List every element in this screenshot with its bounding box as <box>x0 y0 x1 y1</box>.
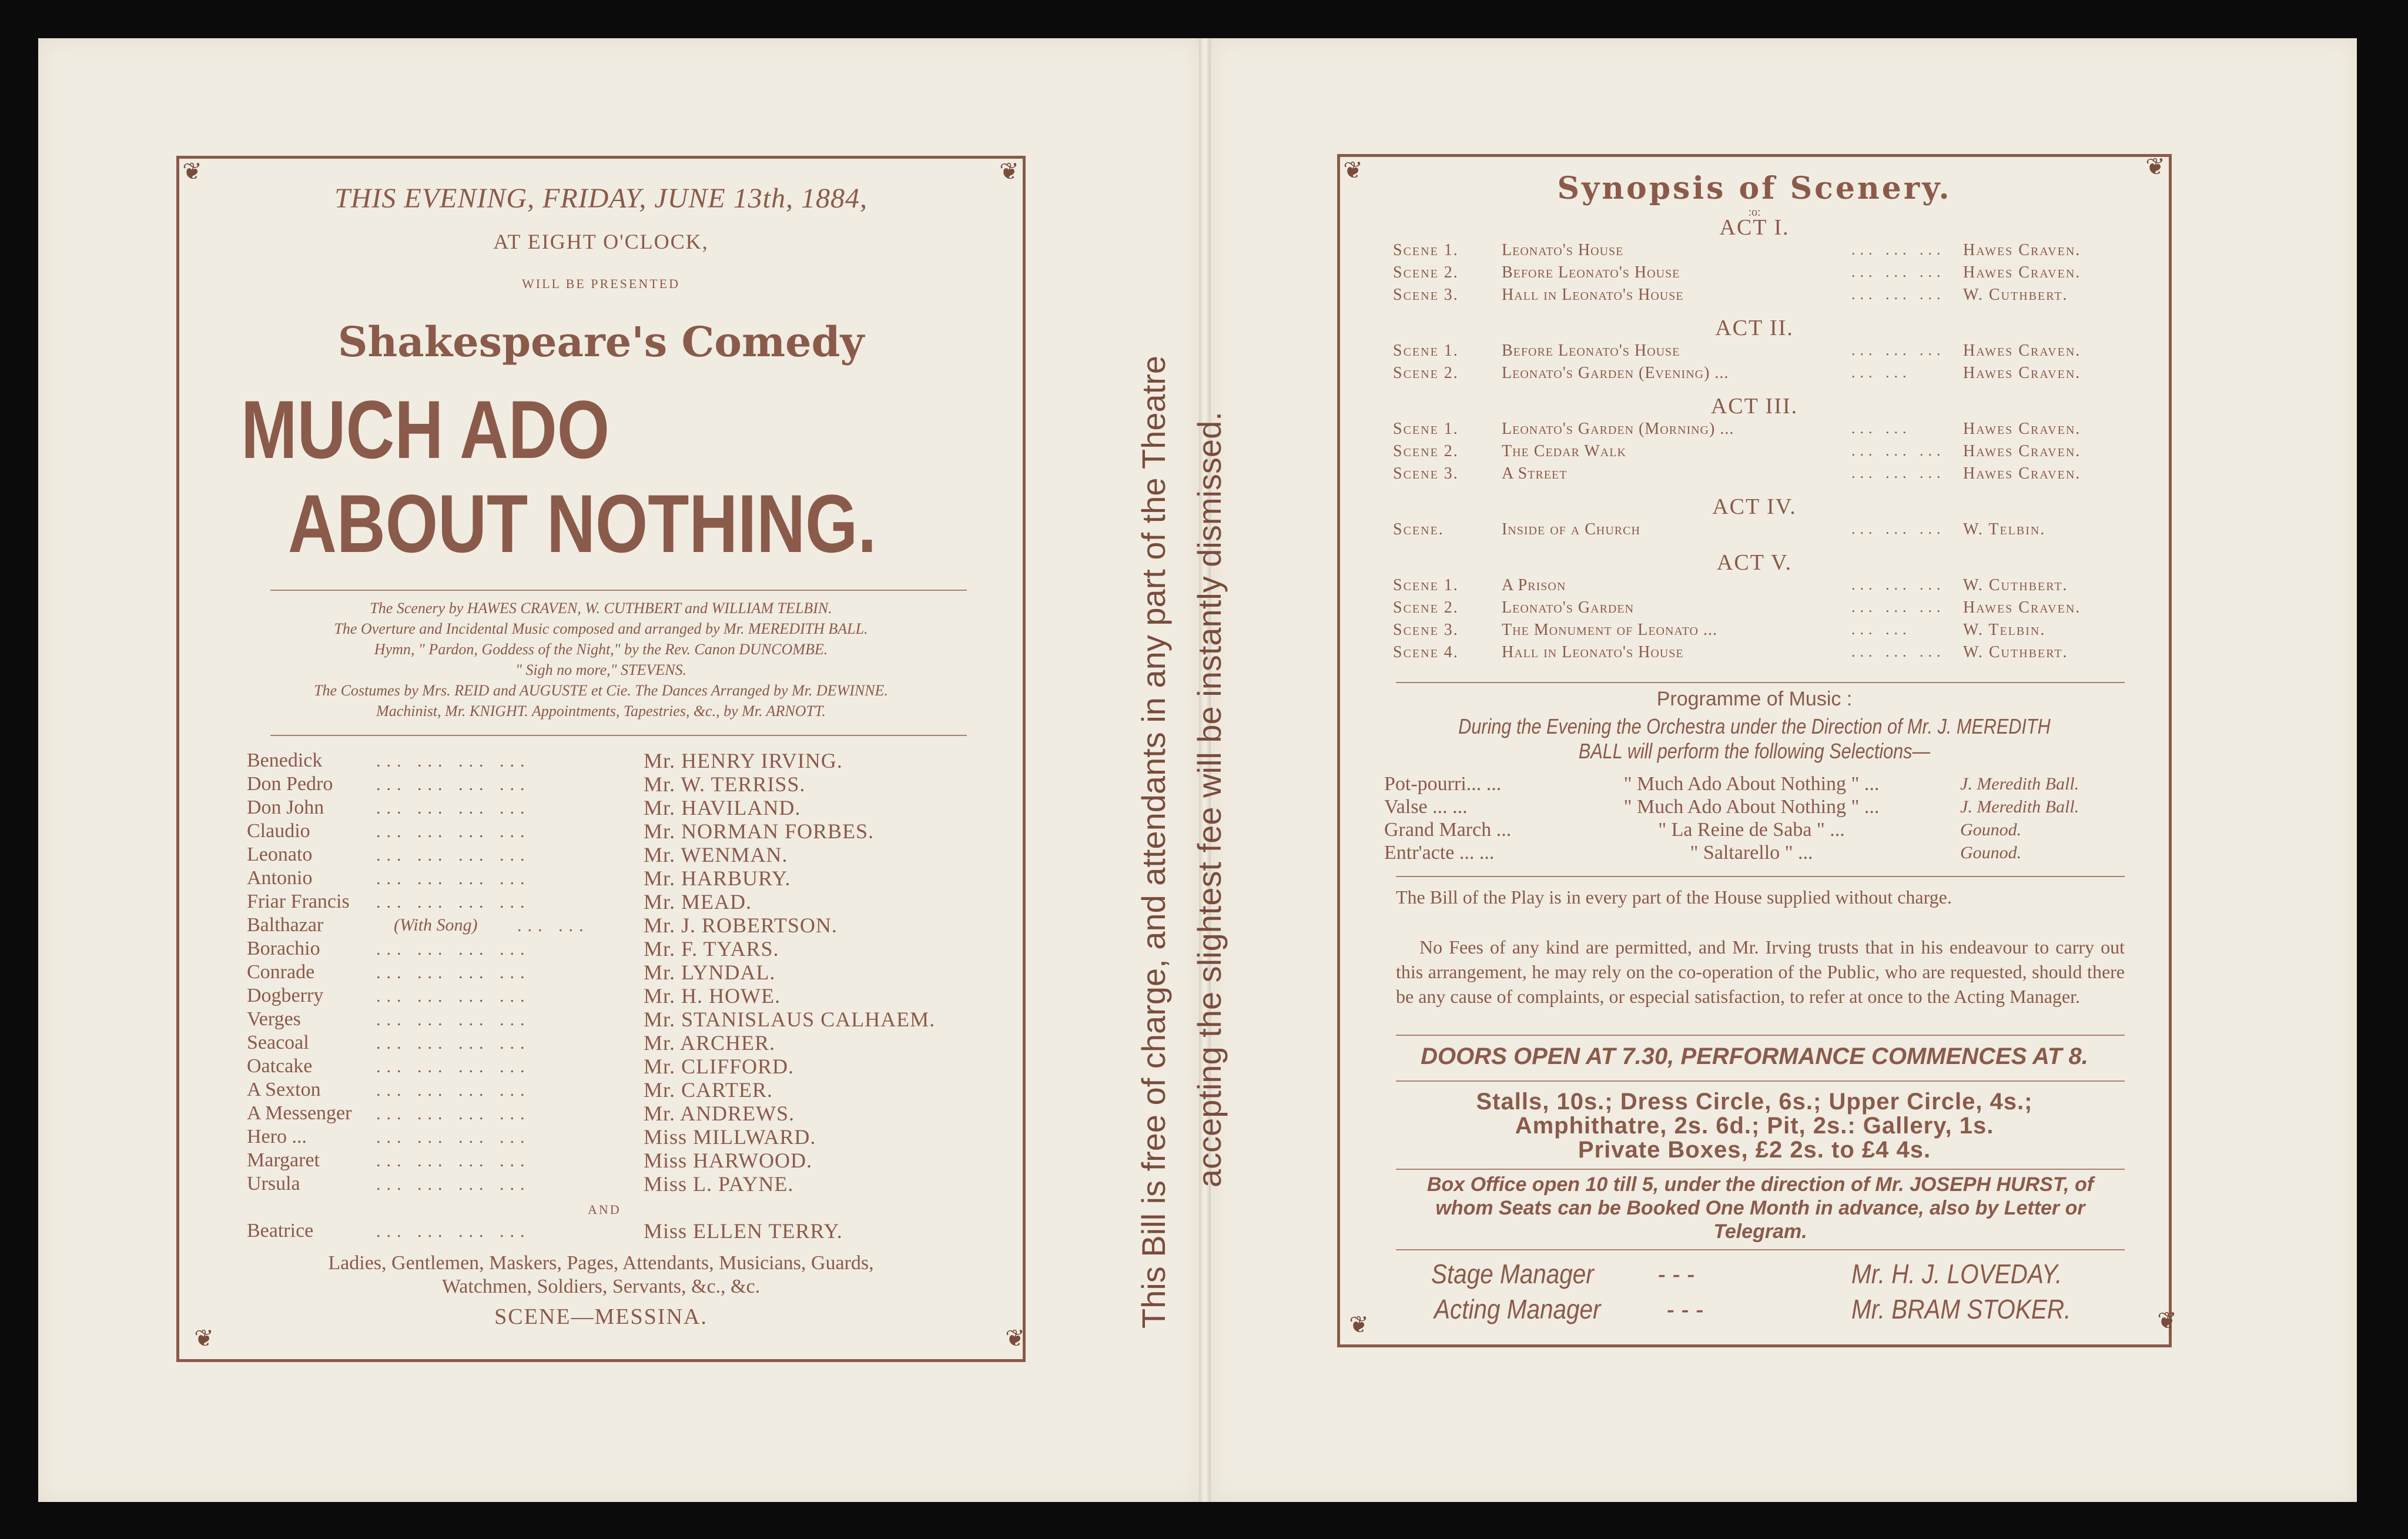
cast-role: Oatcake <box>247 1055 313 1077</box>
scene-number: Scene 2. <box>1393 598 1459 617</box>
scene-artist: Hawes Craven. <box>1963 598 2081 617</box>
scene-artist: W. Cuthbert. <box>1963 643 2068 661</box>
scene-dots: ... ... ... <box>1851 464 1945 481</box>
cast-dots: ... ... ... ... <box>376 1010 531 1029</box>
cast-actor: Mr. WENMAN. <box>644 843 788 866</box>
scene-artist: W. Telbin. <box>1963 621 2046 639</box>
cast-actor: Miss HARWOOD. <box>644 1149 813 1172</box>
corner-ornament-icon: ❦ <box>999 158 1019 185</box>
scene-dots: ... ... <box>1851 621 1911 638</box>
scene-line: SCENE—MESSINA. <box>494 1304 708 1329</box>
cast-actor: Mr. H. HOWE. <box>644 984 781 1008</box>
cast-actor: Miss ELLEN TERRY. <box>644 1219 843 1243</box>
cast-role: Benedick <box>247 750 323 771</box>
credit-line: Hymn, " Pardon, Goddess of the Night," by the Rev. Canon DUNCOMBE. <box>374 641 828 658</box>
corner-ornament-icon: ❦ <box>182 158 202 185</box>
cast-actor: Mr. ANDREWS. <box>644 1102 795 1125</box>
cast-dots: ... ... ... ... <box>376 963 531 982</box>
scene-name: Leonato's Garden <box>1502 598 1635 617</box>
prices-line: Private Boxes, £2 2s. to £4 4s. <box>1578 1137 1931 1163</box>
cast-role: Leonato <box>247 844 313 865</box>
manager-dashes: - - - <box>1666 1294 1703 1324</box>
cast-role: Seacoal <box>247 1032 309 1053</box>
manager-dashes: - - - <box>1657 1259 1694 1289</box>
scene-number: Scene 2. <box>1393 364 1459 382</box>
vertical-notice-line-1: This Bill is free of charge, and attendants in any part of the Theatre <box>1135 355 1172 1329</box>
vertical-notice-line-2: accepting the slightest fee will be instantly dismissed. <box>1191 411 1228 1187</box>
cast-dots: ... ... ... ... <box>376 845 531 865</box>
cast-dots: ... ... ... ... <box>376 939 531 959</box>
cast-actor: Mr. F. TYARS. <box>644 937 779 961</box>
scene-artist: Hawes Craven. <box>1963 420 2081 438</box>
scene-dots: ... ... ... <box>1851 263 1945 280</box>
cast-role: A Sexton <box>247 1079 321 1100</box>
music-piece: Valse ... ... <box>1384 796 1468 818</box>
ladies-line: Ladies, Gentlemen, Maskers, Pages, Attendants, Musicians, Guards, <box>328 1252 874 1274</box>
credit-line: Machinist, Mr. KNIGHT. Appointments, Tapestries, &c., by Mr. ARNOTT. <box>376 702 826 720</box>
cast-role: Borachio <box>247 938 320 959</box>
scene-name: Leonato's Garden (Morning) ... <box>1502 420 1734 438</box>
scene-dots: ... ... <box>1851 420 1911 437</box>
cast-actor: Mr. NORMAN FORBES. <box>644 819 875 843</box>
title-line-1: MUCH ADO <box>241 383 610 476</box>
cast-actor: Mr. J. ROBERTSON. <box>644 914 838 937</box>
programme-title: Programme of Music : <box>1656 688 1853 710</box>
manager-name: Mr. H. J. LOVEDAY. <box>1851 1259 2062 1289</box>
scene-number: Scene 3. <box>1393 621 1459 639</box>
cast-role: Beatrice <box>247 1220 314 1242</box>
cast-actor: Mr. MEAD. <box>644 890 752 914</box>
cast-note: (With Song) <box>394 915 478 935</box>
scene-artist: Hawes Craven. <box>1963 263 2081 282</box>
credit-line: The Costumes by Mrs. REID and AUGUSTE et Cie. The Dances Arranged by Mr. DEWINNE. <box>314 682 888 699</box>
scene-number: Scene 3. <box>1393 464 1459 483</box>
scene-dots: ... ... ... <box>1851 442 1945 459</box>
synopsis-title: Synopsis of Scenery. <box>1557 170 1952 206</box>
scene-number: Scene 1. <box>1393 576 1459 594</box>
divider <box>1396 1169 2125 1170</box>
cast-actor: Mr. ARCHER. <box>644 1031 776 1055</box>
cast-actor: Mr. W. TERRISS. <box>644 772 806 796</box>
music-composer: Gounod. <box>1960 843 2022 862</box>
cast-role: Friar Francis <box>247 891 350 912</box>
manager-name: Mr. BRAM STOKER. <box>1851 1294 2071 1324</box>
corner-ornament-icon: ❦ <box>1343 157 1363 183</box>
cast-dots: ... ... ... ... <box>376 798 531 818</box>
cast-role: Hero ... <box>247 1126 307 1147</box>
scene-number: Scene 1. <box>1393 342 1459 360</box>
music-piece: Grand March ... <box>1384 819 1512 841</box>
scene-dots: ... ... ... <box>1851 241 1945 258</box>
scene-artist: Hawes Craven. <box>1963 241 2081 259</box>
divider <box>1396 876 2125 877</box>
scene-number: Scene 2. <box>1393 442 1459 460</box>
scene-dots: ... ... <box>1851 364 1911 381</box>
scene-dots: ... ... ... <box>1851 520 1945 537</box>
divider <box>270 735 967 736</box>
cast-role: Balthazar <box>247 914 324 936</box>
prices-line: Stalls, 10s.; Dress Circle, 6s.; Upper Circle, 4s.; <box>1476 1089 2033 1115</box>
cast-dots: ... ... ... ... <box>376 1151 531 1170</box>
act-title: ACT V. <box>1716 550 1793 575</box>
cast-dots: ... ... ... ... <box>376 751 531 771</box>
scene-name: A Prison <box>1502 576 1566 594</box>
music-composer: J. Meredith Ball. <box>1960 797 2079 817</box>
cast-role: Claudio <box>247 820 310 842</box>
scene-number: Scene 1. <box>1393 420 1459 438</box>
scene-name: Leonato's Garden (Evening) ... <box>1502 364 1729 382</box>
music-title: " Much Ado About Nothing " ... <box>1623 773 1880 795</box>
cast-role: Ursula <box>247 1173 300 1195</box>
scene-dots: ... ... ... <box>1851 342 1945 359</box>
scene-number: Scene 1. <box>1393 241 1459 259</box>
scene-name: Hall in Leonato's House <box>1502 286 1684 304</box>
scene-artist: Hawes Craven. <box>1963 464 2081 483</box>
cast-actor: Mr. HARBURY. <box>644 866 791 890</box>
act-title: ACT II. <box>1715 316 1794 340</box>
presented-line: WILL BE PRESENTED <box>522 276 680 291</box>
time-line: AT EIGHT O'CLOCK, <box>493 230 709 253</box>
divider <box>1396 1249 2125 1250</box>
cast-role: Margaret <box>247 1149 320 1171</box>
cast-dots: ... ... ... ... <box>376 1080 531 1100</box>
divider <box>1396 682 2125 683</box>
music-title: " Saltarello " ... <box>1690 842 1813 864</box>
box-office-line: Box Office open 10 till 5, under the direction of Mr. JOSEPH HURST, of whom Seats can be Booked One Month in advance, also by Letter or Telegram. <box>1426 1173 2094 1243</box>
scene-number: Scene. <box>1393 520 1444 538</box>
credit-line: The Scenery by HAWES CRAVEN, W. CUTHBERT and WILLIAM TELBIN. <box>370 600 832 617</box>
act-title: ACT I. <box>1719 215 1790 240</box>
scene-name: Leonato's House <box>1502 241 1624 259</box>
cast-dots: ... ... ... ... <box>376 775 531 794</box>
corner-ornament-icon: ❦ <box>1005 1325 1025 1351</box>
corner-ornament-icon: ❦ <box>194 1325 214 1351</box>
scene-artist: Hawes Craven. <box>1963 442 2081 460</box>
cast-dots: ... ... ... ... <box>376 1175 531 1194</box>
cast-dots: ... ... ... ... <box>376 1104 531 1123</box>
bill-paragraph: The Bill of the Play is in every part of the House supplied without charge. <box>1396 886 1952 908</box>
cast-actor: Mr. CARTER. <box>644 1078 773 1102</box>
scene-dots: ... ... ... <box>1851 643 1945 660</box>
scene-number: Scene 2. <box>1393 263 1459 282</box>
scene-artist: W. Telbin. <box>1963 520 2046 538</box>
cast-dots: ... ... <box>517 916 590 935</box>
cast-dots: ... ... ... ... <box>376 1128 531 1147</box>
cast-dots: ... ... ... ... <box>376 869 531 888</box>
cast-actor: Mr. STANISLAUS CALHAEM. <box>644 1008 936 1031</box>
cast-role: A Messenger <box>247 1102 352 1124</box>
scene-name: Before Leonato's House <box>1502 342 1680 360</box>
fees-paragraph: No Fees of any kind are permitted, and Mr. Irving trusts that in his endeavour to carry out this arrangement, he may rely on the co-operation of the Public, who are requested, should there be any cause of complaints, or especial satisfaction, to refer at once to the Acting Manager. <box>1396 936 2125 1007</box>
cast-dots: ... ... ... ... <box>376 986 531 1006</box>
divider <box>1396 1035 2125 1036</box>
comedy-line: Shakespeare's Comedy <box>337 317 865 366</box>
cast-dots: ... ... ... ... <box>376 822 531 841</box>
cast-role: Conrade <box>247 961 315 983</box>
cast-role: Antonio <box>247 867 313 889</box>
scene-artist: Hawes Craven. <box>1963 342 2081 360</box>
act-title: ACT IV. <box>1712 494 1797 519</box>
ladies-line: Watchmen, Soldiers, Servants, &c., &c. <box>441 1276 761 1297</box>
corner-ornament-icon: ❦ <box>2157 1307 2177 1334</box>
scene-dots: ... ... ... <box>1851 286 1945 303</box>
act-title: ACT III. <box>1710 394 1799 419</box>
music-title: " Much Ado About Nothing " ... <box>1623 796 1880 818</box>
music-composer: Gounod. <box>1960 820 2022 839</box>
cast-actor: Miss L. PAYNE. <box>644 1172 794 1196</box>
title-line-2: ABOUT NOTHING. <box>288 477 877 570</box>
corner-ornament-icon: ❦ <box>1349 1312 1369 1338</box>
orchestra-line: During the Evening the Orchestra under the Direction of Mr. J. MEREDITH <box>1458 714 2051 738</box>
scene-artist: W. Cuthbert. <box>1963 286 2068 304</box>
evening-line: THIS EVENING, FRIDAY, JUNE 13th, 1884, <box>334 183 868 214</box>
scene-number: Scene 3. <box>1393 286 1459 304</box>
scene-number: Scene 4. <box>1393 643 1459 661</box>
cast-actor: Mr. HAVILAND. <box>644 796 801 819</box>
cast-dots: ... ... ... ... <box>376 1057 531 1076</box>
prices-line: Amphithatre, 2s. 6d.; Pit, 2s.: Gallery, 1s. <box>1515 1113 1994 1139</box>
scene-artist: Hawes Craven. <box>1963 364 2081 382</box>
divider-mark: :o: <box>1748 206 1761 219</box>
manager-title: Acting Manager <box>1434 1294 1601 1324</box>
music-piece: Entr'acte ... ... <box>1384 842 1495 864</box>
cast-actor: Miss MILLWARD. <box>644 1125 816 1149</box>
cast-dots: ... ... ... ... <box>376 892 531 912</box>
cast-role: Don John <box>247 797 324 818</box>
cast-actor: Mr. HENRY IRVING. <box>644 749 843 772</box>
manager-title: Stage Manager <box>1431 1259 1594 1289</box>
orchestra-line: BALL will perform the following Selections— <box>1578 739 1931 763</box>
music-composer: J. Meredith Ball. <box>1960 774 2079 794</box>
cast-dots: ... ... ... ... <box>376 1222 531 1241</box>
scene-name: Inside of a Church <box>1502 520 1640 538</box>
doors-line: DOORS OPEN AT 7.30, PERFORMANCE COMMENCES AT 8. <box>1421 1043 2088 1069</box>
divider <box>1396 1080 2125 1082</box>
corner-ornament-icon: ❦ <box>2145 153 2165 180</box>
cast-role: Don Pedro <box>247 773 333 795</box>
cast-actor: Mr. LYNDAL. <box>644 961 776 984</box>
scene-name: The Cedar Walk <box>1502 442 1626 460</box>
music-title: " La Reine de Saba " ... <box>1658 819 1845 841</box>
scene-name: Hall in Leonato's House <box>1502 643 1684 661</box>
divider <box>270 590 967 591</box>
scene-artist: W. Cuthbert. <box>1963 576 2068 594</box>
cast-dots: ... ... ... ... <box>376 1033 531 1053</box>
scene-name: Before Leonato's House <box>1502 263 1680 282</box>
scene-dots: ... ... ... <box>1851 576 1945 593</box>
cast-role: Dogberry <box>247 985 324 1006</box>
and-text: AND <box>588 1202 621 1217</box>
scene-dots: ... ... ... <box>1851 598 1945 615</box>
scene-name: The Monument of Leonato ... <box>1502 621 1717 639</box>
credit-line: The Overture and Incidental Music composed and arranged by Mr. MEREDITH BALL. <box>334 620 868 637</box>
music-piece: Pot-pourri... ... <box>1384 773 1502 795</box>
cast-actor: Mr. CLIFFORD. <box>644 1055 795 1078</box>
scene-name: A Street <box>1502 464 1568 483</box>
orchestra-block <box>1337 714 2172 764</box>
credit-line: " Sigh no more," STEVENS. <box>515 661 686 678</box>
cast-role: Verges <box>247 1008 301 1030</box>
